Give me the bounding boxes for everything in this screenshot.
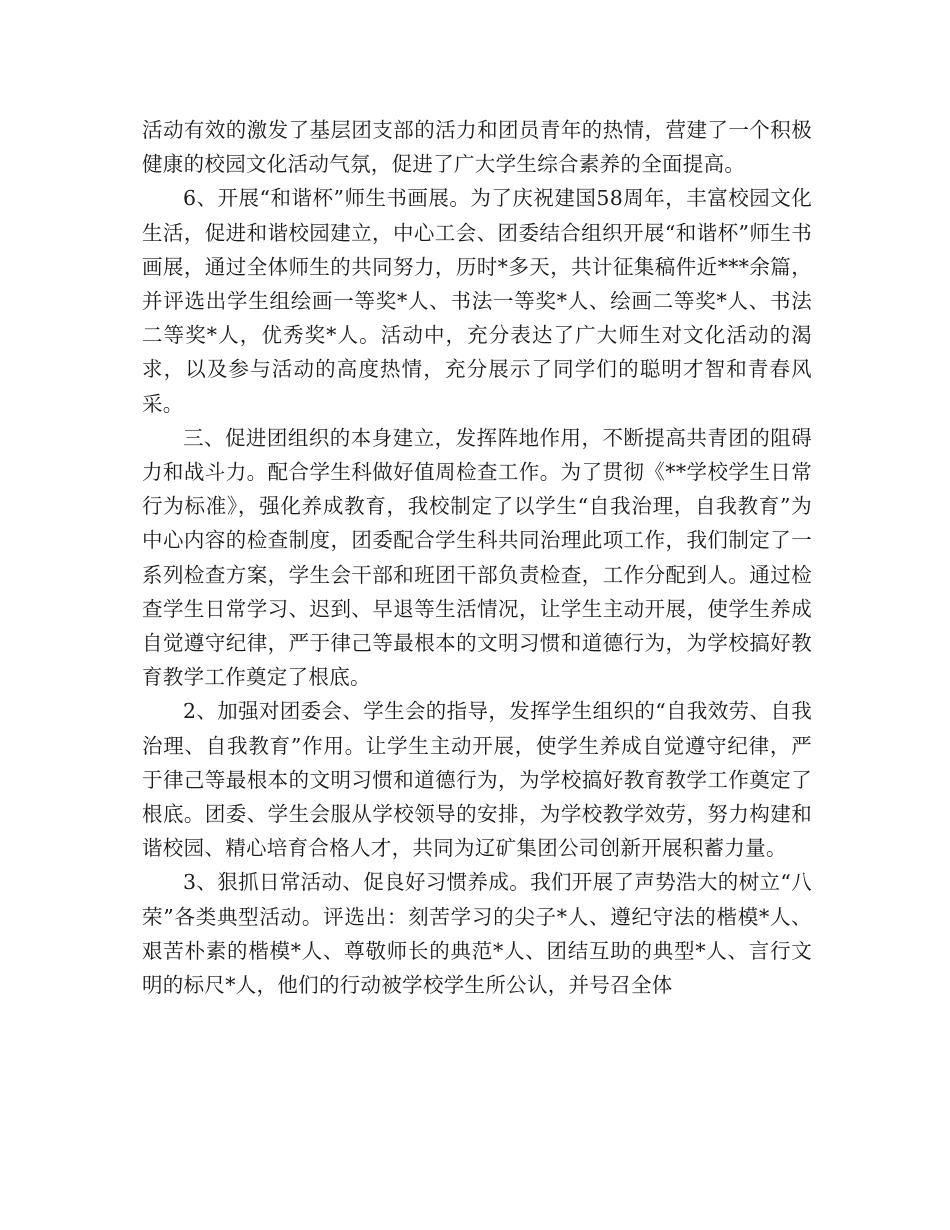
paragraph-calligraphy-exhibition: 6、开展“和谐杯”师生书画展。为了庆祝建国58周年，丰富校园文化生活，促进和谐校园建立，中心工会、团委结合组织开展“和谐杯”师生书画展，通过全体师生的共同努力，历时*多天，共计征集稿件近***余篇，并评选出学生组绘画一等奖*人、书法一等奖*人、绘画二等奖*人、书法二等奖*人，优秀奖*人。活动中，充分表达了广大师生对文化活动的渴求，以及参与活动的高度热情，充分展示了同学们的聪明才智和青春风采。 bbox=[142, 186, 812, 416]
document-body bbox=[142, 113, 812, 1002]
paragraph-student-union-guidance: 2、加强对团委会、学生会的指导，发挥学生组织的“自我效劳、自我治理、自我教育”作用。让学生主动开展，使学生养成自觉遵守纪律，严于律己等最根本的文明习惯和道德行为，为学校搞好教育教学工作奠定了根底。团委、学生会服从学校领导的安排，为学校教学效劳，努力构建和谐校园、精心培育合格人才，共同为辽矿集团公司创新开展积蓄力量。 bbox=[142, 699, 812, 861]
paragraph-organization-building: 三、促进团组织的本身建立，发挥阵地作用，不断提高共青团的阻碍力和战斗力。配合学生科做好值周检查工作。为了贯彻《**学校学生日常行为标准》，强化养成教育，我校制定了以学生“自我治理，自我教育”为中心内容的检查制度，团委配合学生科共同治理此项工作，我们制定了一系列检查方案，学生会干部和班团干部负责检查，工作分配到人。通过检查学生日常学习、迟到、早退等生活情况，让学生主动开展，使学生养成自觉遵守纪律，严于律己等最根本的文明习惯和道德行为，为学校搞好教育教学工作奠定了根底。 bbox=[142, 425, 812, 690]
paragraph-continuation: 活动有效的激发了基层团支部的活力和团员青年的热情，营建了一个积极健康的校园文化活动气氛，促进了广大学生综合素养的全面提高。 bbox=[142, 118, 812, 177]
paragraph-daily-activities: 3、狠抓日常活动、促良好习惯养成。我们开展了声势浩大的树立“八荣”各类典型活动。评选出：刻苦学习的尖子*人、遵纪守法的楷模*人、艰苦朴素的楷模*人、尊敬师长的典范*人、团结互助的典型*人、言行文明的标尺*人，他们的行动被学校学生所公认，并号召全体 bbox=[142, 870, 812, 998]
